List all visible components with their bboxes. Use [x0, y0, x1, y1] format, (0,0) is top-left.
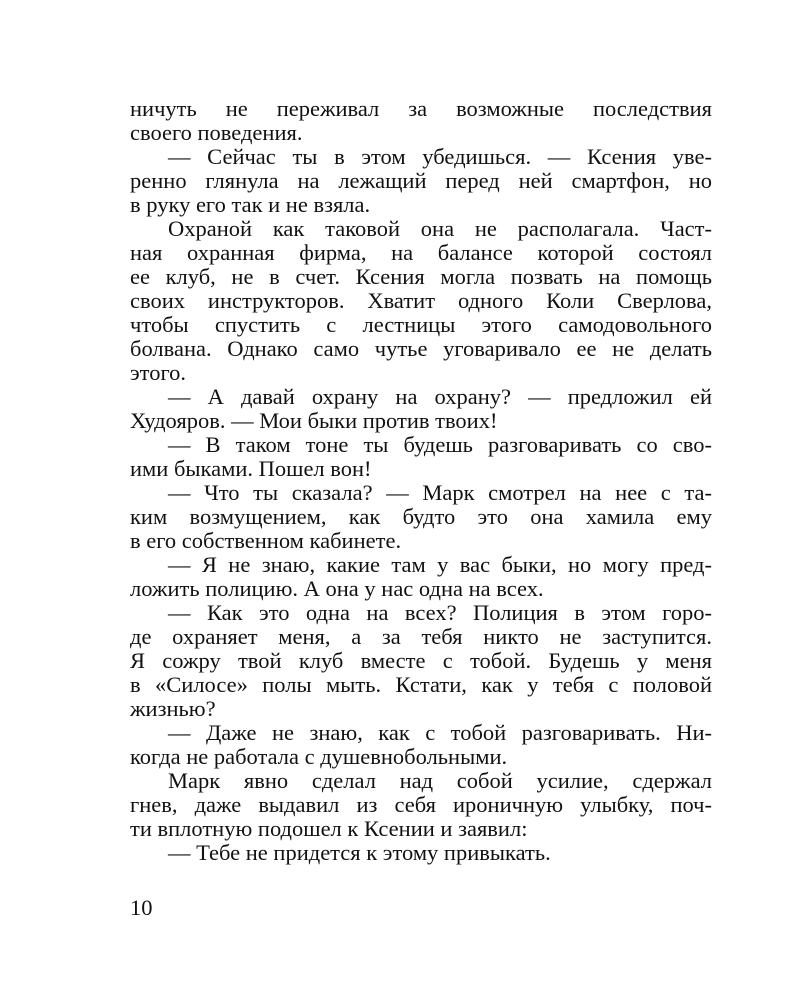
text-line: ренно глянула на лежащий перед ней смартфон, но	[130, 168, 712, 193]
text-line: ее клуб, не в счет. Ксения могла позвать на помощь	[130, 264, 712, 289]
text-line: этого.	[130, 360, 186, 385]
text-line: в его собственном кабинете.	[130, 528, 402, 553]
text-line: — Даже не знаю, как с тобой разговаривать. Ни-	[168, 720, 712, 745]
text-line: ничуть не переживал за возможные последствия	[130, 96, 712, 121]
text-line: чтобы спустить с лестницы этого самодовольного	[130, 312, 712, 337]
text-line: ими быками. Пошел вон!	[130, 456, 372, 481]
page-text	[130, 97, 712, 865]
text-line: де охраняет меня, а за тебя никто не заступится.	[130, 624, 712, 649]
text-line: Худояров. — Мои быки против твоих!	[130, 408, 498, 433]
text-line: в руку его так и не взяла.	[130, 192, 371, 217]
text-line: гнев, даже выдавил из себя ироничную улыбку, поч-	[130, 792, 712, 817]
text-line: ти вплотную подошел к Ксении и заявил:	[130, 816, 528, 841]
text-line: — Тебе не придется к этому привыкать.	[168, 840, 551, 865]
text-line: своего поведения.	[130, 120, 303, 145]
text-line: жизнью?	[130, 696, 216, 721]
text-line: Марк явно сделал над собой усилие, сдержал	[168, 768, 712, 793]
text-line: Я сожру твой клуб вместе с тобой. Будешь у меня	[130, 648, 712, 673]
text-line: — Как это одна на всех? Полиция в этом горо-	[168, 600, 712, 625]
text-line: — Сейчас ты в этом убедишься. — Ксения уве-	[168, 144, 712, 169]
text-line: когда не работала с душевнобольными.	[130, 744, 508, 769]
text-line: — В таком тоне ты будешь разговаривать со сво-	[168, 432, 712, 457]
text-line: в «Силосе» полы мыть. Кстати, как у тебя с половой	[130, 672, 712, 697]
page-number: 10	[130, 895, 153, 920]
text-line: — А давай охрану на охрану? — предложил ей	[168, 384, 712, 409]
text-line: — Что ты сказала? — Марк смотрел на нее с та-	[168, 480, 712, 505]
text-line: болвана. Однако само чутье уговаривало ее не делать	[130, 336, 712, 361]
text-line: — Я не знаю, какие там у вас быки, но могу пред-	[168, 552, 712, 577]
text-line: своих инструкторов. Хватит одного Коли Сверлова,	[130, 288, 712, 313]
text-line: ким возмущением, как будто это она хамила ему	[130, 504, 712, 529]
text-line: ложить полицию. А она у нас одна на всех.	[130, 576, 544, 601]
text-line: Охраной как таковой она не располагала. Част-	[168, 216, 712, 241]
text-line: ная охранная фирма, на балансе которой состоял	[130, 240, 712, 265]
